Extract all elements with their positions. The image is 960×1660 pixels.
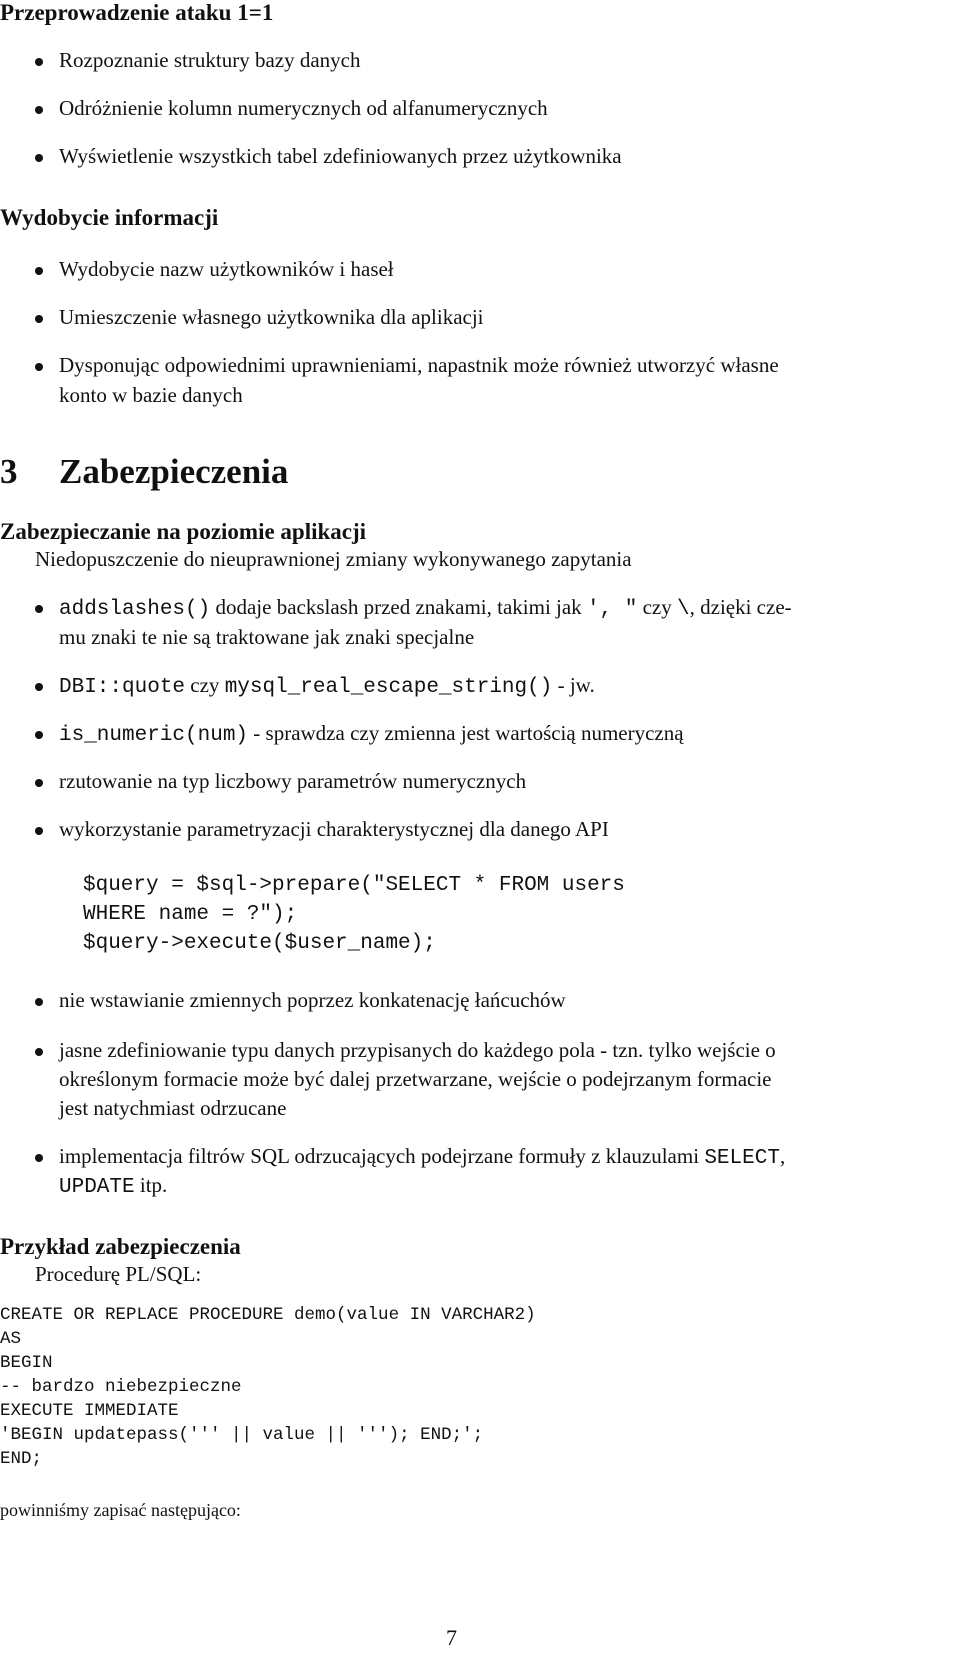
inline-text: itp. [134,1173,168,1197]
list-item [59,673,595,699]
bullet-icon [35,315,43,323]
section-number: 3 [0,452,18,491]
list-item-continuation: określonym formacie może być dalej przetwarzane, wejście o podejrzanym formacie [59,1067,772,1091]
list-item [59,721,684,747]
inline-code: ', " [586,598,638,621]
list-item: wykorzystanie parametryzacji charakterystycznej dla danego API [59,817,609,841]
list-item-continuation: jest natychmiast odrzucane [59,1096,287,1120]
page-number: 7 [446,1625,457,1650]
bullet-icon [35,827,43,835]
bullet-icon [35,363,43,371]
inline-code: DBI::quote [59,676,186,699]
list-item-continuation: konto w bazie danych [59,383,243,407]
code-line: AS [0,1329,22,1349]
bullet-icon [35,58,43,66]
list-item: Rozpoznanie struktury bazy danych [59,48,361,72]
example-heading: Przykład zabezpieczenia [0,1234,241,1259]
example-outro: powinniśmy zapisać następująco: [0,1500,241,1520]
list-item [59,1144,785,1170]
example-intro: Procedurę PL/SQL: [35,1262,202,1286]
list-item: rzutowanie na typ liczbowy parametrów numerycznych [59,769,527,793]
inline-text: czy [185,673,225,697]
bullet-icon [35,683,43,691]
bullet-icon [35,1154,43,1162]
bullet-icon [35,1048,43,1056]
attack-heading: Przeprowadzenie ataku 1=1 [0,0,274,25]
inline-code: UPDATE [59,1176,135,1199]
code-line: WHERE name = ?"); [83,903,298,926]
list-item: Wydobycie nazw użytkowników i haseł [59,257,394,281]
inline-code: addslashes() [59,598,211,621]
code-line: $query = $sql->prepare("SELECT * FROM users [83,874,625,897]
extraction-heading: Wydobycie informacji [0,205,219,230]
list-item: Dysponując odpowiednimi uprawnieniami, napastnik może również utworzyć własne [59,353,779,377]
intro-text: Niedopuszczenie do nieuprawnionej zmiany wykonywanego zapytania [35,547,632,571]
inline-code: \ [677,598,690,621]
code-line: $query->execute($user_name); [83,932,436,955]
inline-text: dodaje backslash przed znakami, takimi jak [210,595,587,619]
code-line: -- bardzo niebezpieczne [0,1377,242,1397]
list-item: jasne zdefiniowanie typu danych przypisanych do każdego pola - tzn. tylko wejście o [59,1038,776,1062]
section-title: Zabezpieczenia [59,452,289,491]
list-item [59,595,792,621]
list-item: Wyświetlenie wszystkich tabel zdefiniowanych przez użytkownika [59,144,622,168]
code-line: END; [0,1449,43,1469]
code-line: CREATE OR REPLACE PROCEDURE demo(value IN VARCHAR2) [0,1305,536,1325]
inline-text: - sprawdza czy zmienna jest wartością numeryczną [248,721,684,745]
inline-text: , dzięki cze- [689,595,792,619]
inline-text: implementacja filtrów SQL odrzucających podejrzane formuły z klauzulami [59,1144,705,1168]
code-line: 'BEGIN updatepass(''' || value || '''); END;'; [0,1425,484,1445]
inline-code: SELECT [704,1147,780,1170]
list-item: Odróżnienie kolumn numerycznych od alfanumerycznych [59,96,548,120]
list-item-continuation: mu znaki te nie są traktowane jak znaki specjalne [59,625,475,649]
code-line: EXECUTE IMMEDIATE [0,1401,179,1421]
bullet-icon [35,779,43,787]
list-item: Umieszczenie własnego użytkownika dla aplikacji [59,305,484,329]
inline-code: mysql_real_escape_string() [224,676,553,699]
inline-text: , [779,1144,786,1168]
inline-text: czy [637,595,678,619]
code-line: BEGIN [0,1353,53,1373]
bullet-icon [35,731,43,739]
inline-text: - jw. [552,673,595,697]
bullet-icon [35,605,43,613]
bullet-icon [35,154,43,162]
bullet-icon [35,998,43,1006]
bullet-icon [35,267,43,275]
bullet-icon [35,106,43,114]
subsection-heading: Zabezpieczanie na poziomie aplikacji [0,519,367,544]
inline-code: is_numeric(num) [59,724,249,747]
list-item: nie wstawianie zmiennych poprzez konkatenację łańcuchów [59,988,566,1012]
list-item-continuation [59,1173,167,1199]
